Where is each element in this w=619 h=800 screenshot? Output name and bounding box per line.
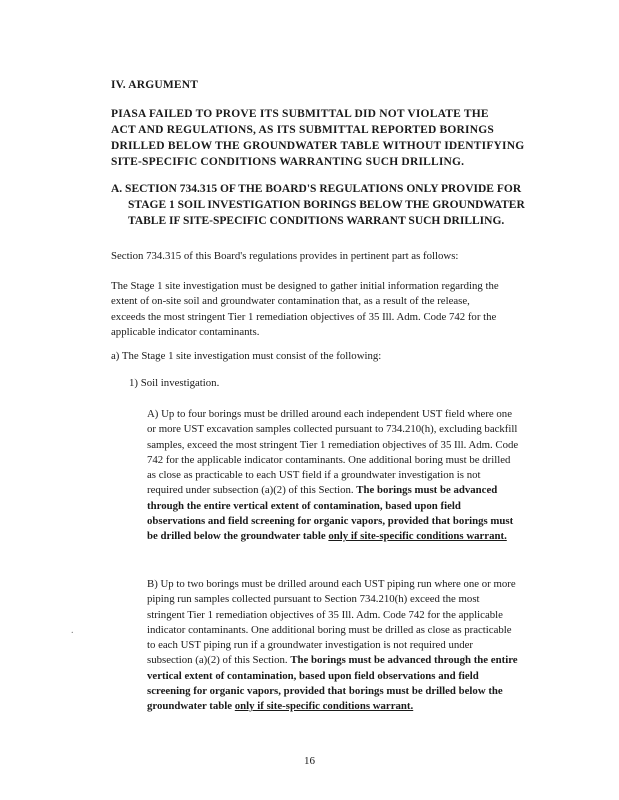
- subsection-a-paragraph: [147, 407, 519, 545]
- page-number: 16: [304, 755, 315, 767]
- item-1-soil-investigation: 1) Soil investigation.: [129, 377, 220, 389]
- scan-speck: .: [71, 625, 74, 636]
- argument-heading: IV. ARGUMENT: [111, 79, 199, 91]
- subsection-b-bold: The borings must be advanced through the entire vertical extent of contamination, based upon field observations and field screening for organic vapors, provided that borings must be drilled below the groundwater table: [147, 654, 518, 713]
- stage1-intro-paragraph: The Stage 1 site investigation must be designed to gather initial information regarding the extent of on-site soil and groundwater contamination that, as a result of the release, exceeds the most stringent Tier 1 remediation objectives of 35 Ill. Adm. Code 742 for the applicable indicator contaminants.: [111, 280, 499, 338]
- subsection-a-bold: The borings must be advanced through the entire vertical extent of contamination, based upon field observations and field screening for organic vapors, provided that borings must be drilled below the groundwater table: [147, 484, 514, 543]
- title-line: ACT AND REGULATIONS, AS ITS SUBMITTAL REPORTED BORINGS: [111, 124, 494, 136]
- subsection-a-text: A) Up to four borings must be drilled around each independent UST field where one or more UST excavation samples collected pursuant to 734.210(h), excluding backfill samples, exceed the most stringent Tier 1 remediation objectives of 35 Ill. Adm. Code 742 for the applicable indicator contaminants. One additional boring must be drilled as close as practicable to each UST field if a groundwater investigation is not required under subsection (a)(2) of this Section.: [147, 408, 519, 497]
- intro-paragraph: Section 734.315 of this Board's regulations provides in pertinent part as follows:: [111, 250, 459, 262]
- subsection-b-underline: only if site-specific conditions warrant.: [234, 700, 414, 713]
- title-line: PIASA FAILED TO PROVE ITS SUBMITTAL DID NOT VIOLATE THE: [111, 108, 489, 120]
- subsection-b-text: B) Up to two borings must be drilled around each UST piping run where one or more piping run samples collected pursuant to Section 734.210(h) exceed the most stringent Tier 1 remediation objectives of 35 Ill. Adm. Code 742 for the applicable indicator contaminants. One additional boring must be drilled as close as practicable to each UST piping run if a groundwater investigation is not required under subsection (a)(2) of this Section.: [147, 578, 516, 667]
- subsection-a-underline: only if site-specific conditions warrant.: [328, 530, 507, 543]
- item-a: a) The Stage 1 site investigation must consist of the following:: [111, 350, 382, 362]
- section-a-heading: A. SECTION 734.315 OF THE BOARD'S REGULATIONS ONLY PROVIDE FOR STAGE 1 SOIL INVESTIGATION BORINGS BELOW THE GROUNDWATER TABLE IF SITE-SPECIFIC CONDITIONS WARRANT SUCH DRILLING.: [111, 183, 525, 227]
- title-line: DRILLED BELOW THE GROUNDWATER TABLE WITHOUT IDENTIFYING: [111, 140, 525, 152]
- title-line: SITE-SPECIFIC CONDITIONS WARRANTING SUCH DRILLING.: [111, 156, 465, 168]
- subsection-b-paragraph: [147, 577, 519, 715]
